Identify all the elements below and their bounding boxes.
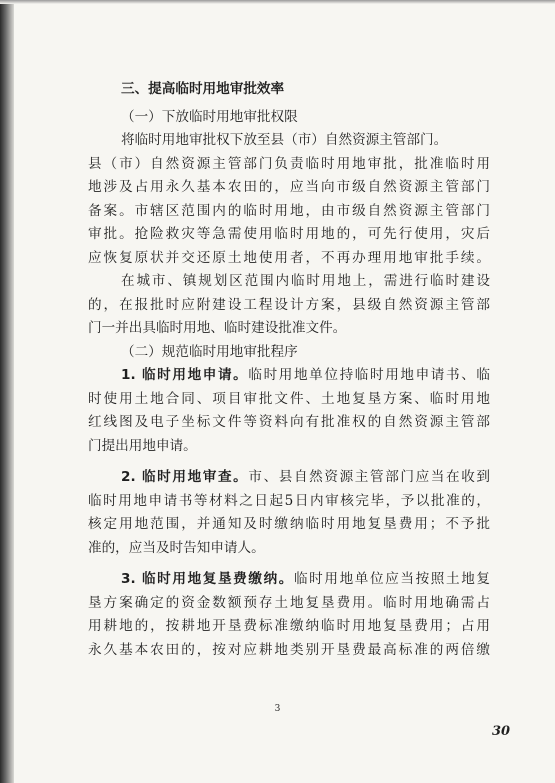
procedure-item-text: 临时用地单位应当按照土地复 [293,571,490,587]
procedure-item-1 [88,364,490,458]
paragraph-line: 垦方案确定的资金数额预存土地复垦费用。临时用地确需占 [88,594,490,611]
subsection-2-title: （二）规范临时用地审批程序 [121,343,298,360]
paragraph-line: 门提出用地申请。 [88,437,197,454]
paragraph-line: 准的，应当及时告知申请人。 [88,539,265,556]
procedure-item-lead: 1. 临时用地申请。 [121,367,249,383]
procedure-item-3 [88,568,490,662]
page-number: 3 [274,704,281,714]
procedure-item-lead: 3. 临时用地复垦费缴纳。 [121,571,294,587]
paragraph-line: 核定用地范围，并通知及时缴纳临时用地复垦费用；不予批 [88,516,490,532]
paragraph-line: 县（市）自然资源主管部门负责临时用地审批，批准临时用 [88,155,490,172]
paragraph-line: 审批。抢险救灾等急需使用临时用地的，可先行使用，灾后 [88,226,490,242]
paragraph-line: 用耕地的，按耕地开垦费标准缴纳临时用地复垦费用；占用 [88,618,490,634]
paragraph-line: 地涉及占用永久基本农田的，应当向市级自然资源主管部门 [88,179,490,195]
subsection-1-title: （一）下放临时用地审批权限 [121,108,298,125]
handwritten-page-stamp: 30 [492,724,511,739]
paragraph-line: 在城市、镇规划区范围内临时用地上，需进行临时建设 [121,273,490,289]
paragraph-line: 门一并出具临时用地、临时建设批准文件。 [88,320,347,336]
procedure-item-lead: 2. 临时用地审查。 [121,469,249,485]
section-heading: 三、提高临时用地审批效率 [121,81,285,97]
scan-top-edge [0,0,555,4]
procedure-item-2 [88,466,490,560]
paragraph-line: 临时用地申请书等材料之日起5日内审核完毕，予以批准的， [88,492,490,509]
procedure-item-text: 市、县自然资源主管部门应当在收到 [248,469,490,485]
paragraph-1 [88,129,490,270]
paragraph-line: 备案。市辖区范围内的临时用地，由市级自然资源主管部门 [88,202,490,219]
scan-binding-shadow [0,0,14,783]
paragraph-line: 的，在报批时应附建设工程设计方案，县级自然资源主管部 [88,296,490,313]
procedure-item-first-line [88,568,490,592]
document-body [88,78,490,662]
procedure-item-text: 临时用地单位持临时用地申请书、临 [248,367,490,383]
paragraph-line: 将临时用地审批权下放至县（市）自然资源主管部门。 [121,132,448,148]
procedure-item-first-line [88,364,490,388]
paragraph-line: 时使用土地合同、项目审批文件、土地复垦方案、临时用地 [88,390,490,407]
paragraph-2 [88,270,490,341]
paragraph-line: 红线图及电子坐标文件等资料向有批准权的自然资源主管部 [88,414,490,430]
paragraph-line: 永久基本农田的，按对应耕地类别开垦费最高标准的两倍缴 [88,641,490,658]
paragraph-line: 应恢复原状并交还原土地使用者，不再办理用地审批手续。 [88,249,490,266]
procedure-item-first-line [88,466,490,490]
